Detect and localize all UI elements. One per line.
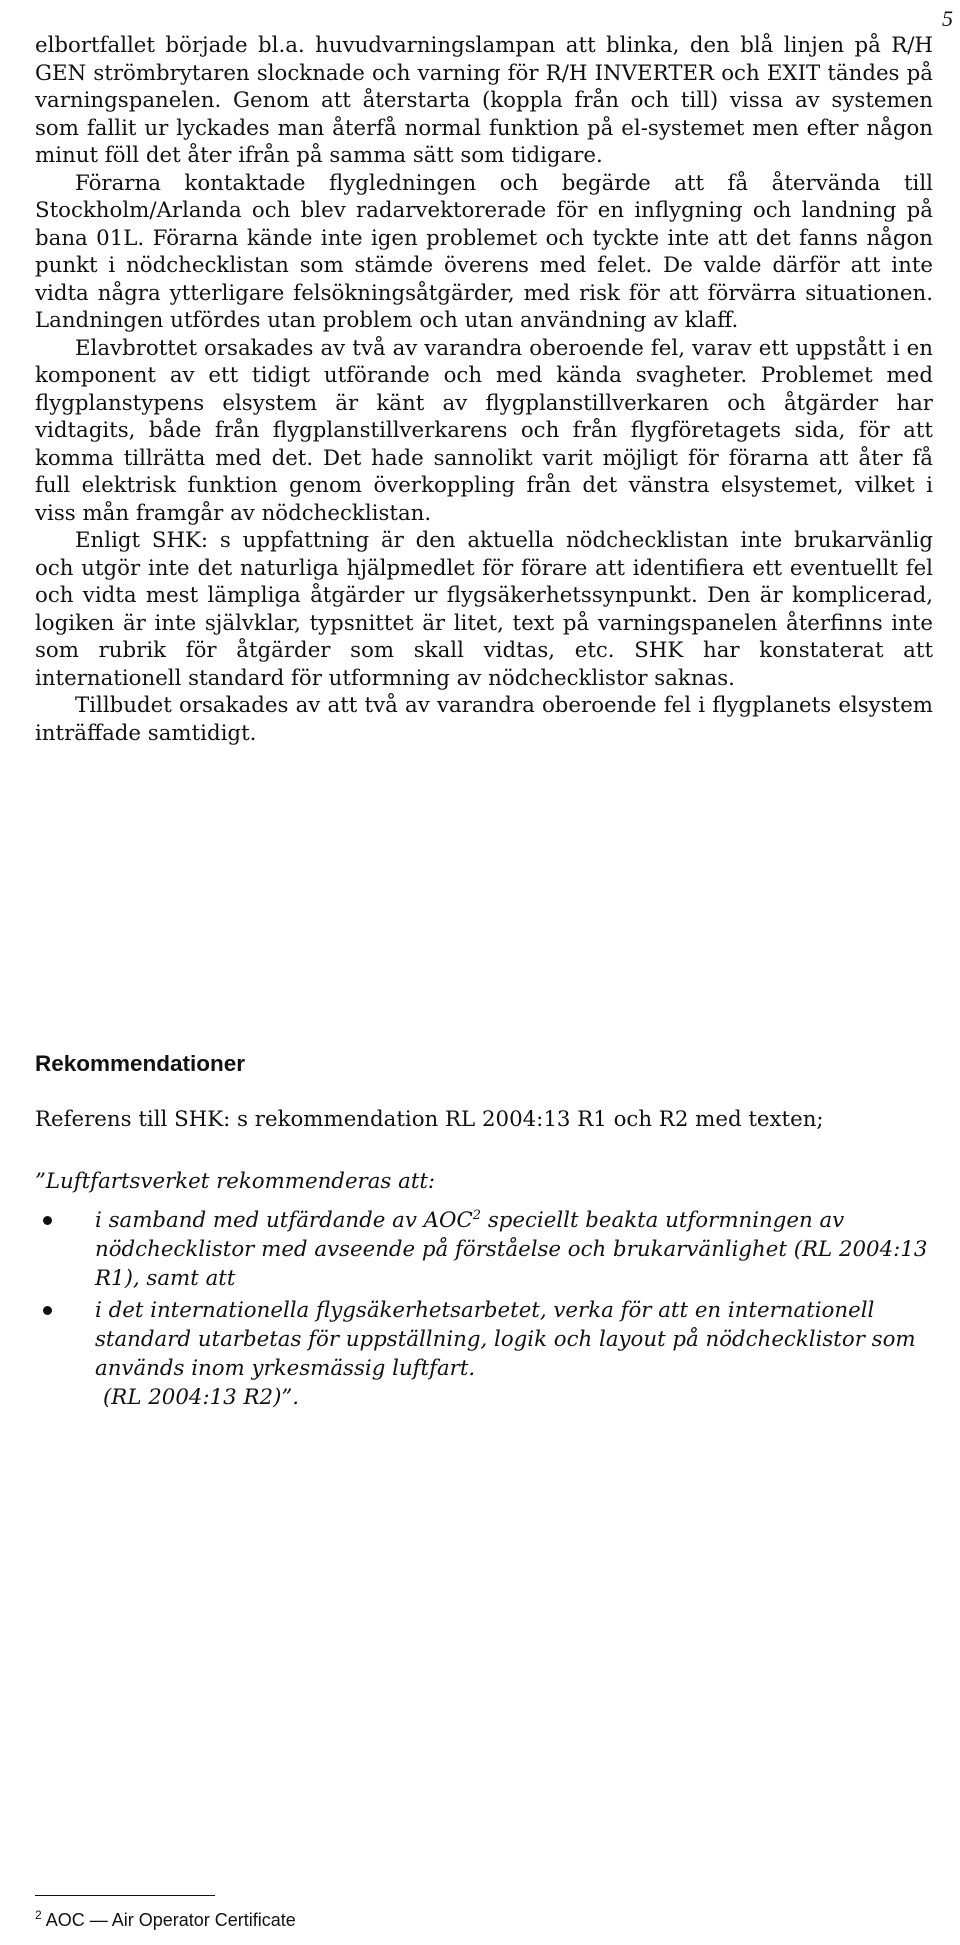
section-heading: Rekommendationer [35, 1051, 246, 1076]
paragraph-1 [35, 32, 933, 170]
footnote-divider [35, 1895, 215, 1896]
list-item [35, 1296, 933, 1413]
paragraph-5: Tillbudet orsakades av att två av varandra oberoende fel i flygplanets elsystem inträffade samtidigt. [35, 693, 933, 746]
bullet-icon [43, 1216, 52, 1225]
list-item-text: i det internationella flygsäkerhetsarbetet, verka för att en internationell standard utarbetas för uppställning, logik och layout på nödchecklistor som används inom yrkesmässig luftfart. [95, 1297, 916, 1382]
body-text [35, 32, 933, 747]
list-item [35, 1206, 933, 1294]
list-item-reference: (RL 2004:13 R2)”. [103, 1385, 300, 1411]
paragraph-4: Enligt SHK: s uppfattning är den aktuella nödchecklistan inte brukarvänlig och utgör inte det naturliga hjälpmedlet för förare att identifiera ett eventuellt fel och vidta mest lämpliga åtgärder ur flygsäkerhetssynpunkt. Den är komplicerad, logiken är inte självklar, typsnittet är litet, text på varningspanelen återfinns inte som rubrik för åtgärder som skall vidtas, etc. SHK har konstaterat att internationell standard för utformning av nödchecklistor saknas. [35, 528, 933, 691]
paragraph-2: Förarna kontaktade flygledningen och begärde att få återvända till Stockholm/Arlanda och blev radarvektorerade för en inflygning och landning på bana 01L. Förarna kände inte igen problemet och tyckte inte att det fanns någon punkt i nödchecklistan som stämde överens med felet. De valde därför att inte vidta några ytterligare felsökningsåtgärder, med risk för att förvärra situationen. Landningen utfördes utan problem och utan användning av klaff. [35, 170, 933, 333]
footnote [35, 1908, 296, 1932]
paragraph-1-lead: elbortfallet började bl.a. huvudvarningslampan att blinka, den blå linjen på R/H GEN strömbrytaren slocknade och varning för R/H INVERTER och EXIT tändes på varningspanelen. [35, 33, 933, 113]
footnote-marker: 2 [35, 1908, 42, 1922]
bullet-icon [43, 1306, 52, 1315]
list-item-text-before: i samband med utfärdande av AOC [95, 1208, 473, 1233]
page-number: 5 [942, 6, 953, 31]
paragraph-3: Elavbrottet orsakades av två av varandra oberoende fel, varav ett uppstått i en komponent av ett tidigt utförande och med kända svagheter. Problemet med flygplanstypens elsystem är känt av flygplanstillverkaren och åtgärder har vidtagits, både från flygplanstillverkarens och från flygföretagets sida, för att komma tillrätta med det. Det hade sannolikt varit möjligt för förarna att åter få full elektrisk funktion genom överkoppling från det vänstra elsystemet, vilket i viss mån framgår av nödchecklistan. [35, 335, 933, 526]
recommendation-reference: Referens till SHK: s rekommendation RL 2004:13 R1 och R2 med texten; [35, 1107, 824, 1132]
recommendation-intro: ”Luftfartsverket rekommenderas att: [35, 1169, 436, 1194]
footnote-text: AOC — Air Operator Certificate [41, 1910, 296, 1930]
footnote-reference: 2 [472, 1207, 482, 1223]
paragraph-1-rest: Genom att återstarta (koppla från och till) vissa av systemen som fallit ur lyckades man återfå normal funktion på el-systemet men efter någon minut föll det åter ifrån på samma sätt som tidigare. [35, 88, 933, 168]
list-item-text-after: speciellt beakta utformningen av nödchecklistor med avseende på förståelse och brukarvänlighet (RL 2004:13 R1), samt att [95, 1208, 928, 1292]
recommendation-list [35, 1206, 933, 1412]
